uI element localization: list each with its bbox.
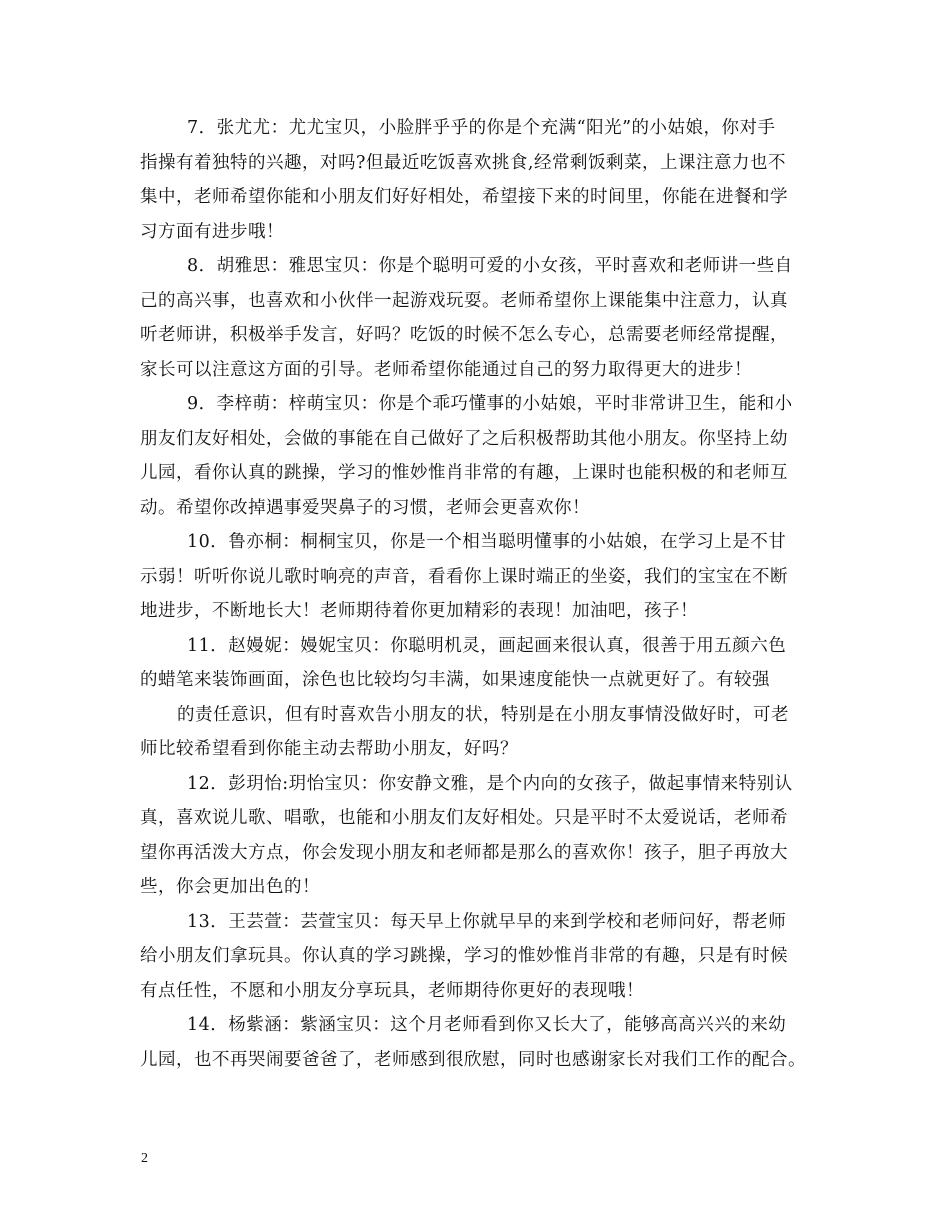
text-line: 10．鲁亦桐：桐桐宝贝，你是一个相当聪明懂事的小姑娘，在学习上是不甘 [187, 532, 787, 552]
text-line: 的蜡笔来装饰画面，涂色也比较均匀丰满，如果速度能快一点就更好了。有较强 [140, 670, 770, 690]
text-line: 儿园，看你认真的跳操，学习的惟妙惟肖非常的有趣，上课时也能积极的和老师互 [140, 463, 788, 483]
text-line: 示弱！听听你说儿歌时响亮的声音，看看你上课时端正的坐姿，我们的宝宝在不断 [140, 566, 788, 587]
text-line: 家长可以注意这方面的引导。老师希望你能通过自己的努力取得更大的进步！ [140, 359, 752, 380]
text-line: 7．张尤尤：尤尤宝贝，小脸胖乎乎的你是个充满“阳光”的小姑娘，你对手 [187, 118, 776, 138]
text-line: 集中，老师希望你能和小朋友们好好相处，希望接下来的时间里，你能在进餐和学 [140, 187, 788, 207]
page-number: 2 [141, 1151, 148, 1166]
text-line: 些，你会更加出色的！ [140, 877, 320, 897]
text-line: 13．王芸萱：芸萱宝贝：每天早上你就早早的来到学校和老师问好，帮老师 [187, 911, 787, 932]
text-line: 望你再活泼大方点，你会发现小朋友和老师都是那么的喜欢你！孩子，胆子再放大 [140, 842, 788, 863]
text-line: 12．彭玥怡:玥怡宝贝：你安静文雅，是个内向的女孩子，做起事情来特别认 [187, 773, 793, 794]
text-line: 有点任性，不愿和小朋友分享玩具，老师期待你更好的表现哦！ [140, 980, 644, 1001]
text-line: 朋友们友好相处，会做的事能在自己做好了之后积极帮助其他小朋友。你坚持上幼 [140, 428, 788, 449]
text-line: 9．李梓萌：梓萌宝贝：你是个乖巧懂事的小姑娘，平时非常讲卫生，能和小 [187, 394, 793, 414]
text-line: 己的高兴事，也喜欢和小伙伴一起游戏玩耍。老师希望你上课能集中注意力，认真 [140, 290, 788, 311]
text-line: 动。希望你改掉遇事爱哭鼻子的习惯，老师会更喜欢你！ [140, 497, 590, 518]
text-line: 习方面有进步哦！ [140, 221, 284, 242]
text-line: 14．杨紫涵：紫涵宝贝：这个月老师看到你又长大了，能够高高兴兴的来幼 [187, 1015, 787, 1035]
text-line: 师比较希望看到你能主动去帮助小朋友，好吗？ [140, 739, 518, 759]
text-line: 的责任意识，但有时喜欢告小朋友的状，特别是在小朋友事情没做好时，可老 [177, 704, 789, 725]
text-line: 8．胡雅思：雅思宝贝：你是个聪明可爱的小女孩，平时喜欢和老师讲一些自 [187, 256, 793, 276]
text-line: 地进步，不断地长大！老师期待着你更加精彩的表现！加油吧，孩子！ [140, 601, 698, 621]
text-line: 真，喜欢说儿歌、唱歌，也能和小朋友们友好相处。只是平时不太爱说话，老师希 [140, 808, 788, 828]
text-line: 听老师讲，积极举手发言，好吗？吃饭的时候不怎么专心，总需要老师经常提醒， [140, 325, 788, 345]
text-line: 指操有着独特的兴趣，对吗?但最近吃饭喜欢挑食,经常剩饭剩菜，上课注意力也不 [140, 152, 786, 173]
text-line: 儿园，也不再哭闹要爸爸了，老师感到很欣慰，同时也感谢家长对我们工作的配合。 [140, 1049, 806, 1070]
text-line: 给小朋友们拿玩具。你认真的学习跳操，学习的惟妙惟肖非常的有趣，只是有时候 [140, 946, 788, 966]
text-line: 11．赵嫚妮：嫚妮宝贝：你聪明机灵，画起画来很认真，很善于用五颜六色 [187, 635, 787, 656]
document-body [140, 111, 820, 1077]
